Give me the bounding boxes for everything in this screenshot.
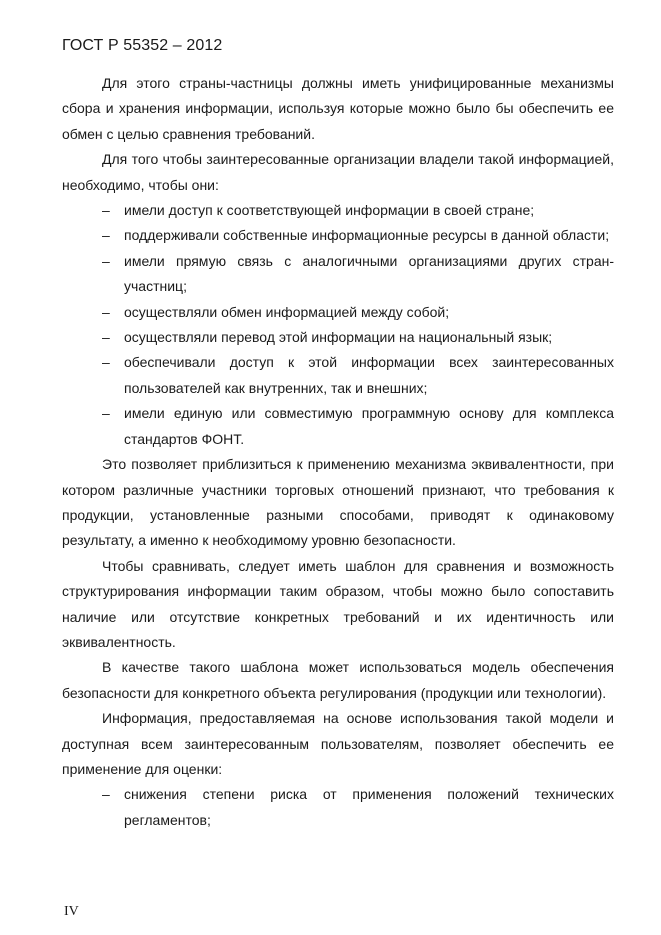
paragraph: В качестве такого шаблона может использоваться модель обеспечения безопасности для конкретного объекта регулирования (продукции или технологии). — [62, 659, 614, 701]
list-item — [62, 223, 614, 248]
list-item-text: имели прямую связь с аналогичными организациями других стран-участниц; — [124, 252, 614, 295]
list-item — [62, 198, 614, 223]
list-dash: – — [102, 329, 110, 346]
list-item — [62, 249, 614, 300]
list-dash: – — [102, 786, 110, 803]
list-dash: – — [102, 354, 110, 371]
list-item-text: снижения степени риска от применения положений технических регламентов; — [124, 786, 614, 828]
document-body — [62, 71, 614, 833]
list-item-text: имели единую или совместимую программную основу для комплекса стандартов ФОНТ. — [124, 405, 614, 447]
paragraph: Для этого страны-частницы должны иметь унифицированные механизмы сбора и хранения информации, используя которые можно было бы обеспечить ее обмен с целью сравнения требований. — [62, 75, 614, 142]
list-dash: – — [102, 202, 110, 219]
list-item-text: имели доступ к соответствующей информации в своей стране; — [124, 202, 535, 219]
document-header: ГОСТ Р 55352 – 2012 — [62, 37, 223, 54]
paragraph: Информация, предоставляемая на основе использования такой модели и доступная всем заинтересованным пользователям, позволяет обеспечить ее применение для оценки: — [62, 710, 614, 777]
list-dash: – — [102, 405, 110, 422]
paragraph: Для того чтобы заинтересованные организации владели такой информацией, необходимо, чтобы они: — [62, 151, 614, 193]
paragraph: Это позволяет приблизиться к применению механизма эквивалентности, при котором различные участники торговых отношений признают, что требования к продукции, установленные разными способами, приводят к одинаковому результату, а именно к необходимому уровню безопасности. — [62, 456, 614, 549]
list-item — [62, 401, 614, 452]
list-item-text: поддерживали собственные информационные ресурсы в данной области; — [124, 227, 610, 244]
list-item — [62, 300, 614, 325]
list-item-text: осуществляли обмен информацией между собой; — [124, 303, 450, 320]
page-number: IV — [64, 904, 79, 919]
list-item-text: обеспечивали доступ к этой информации всех заинтересованных пользователей как внутренних, так и внешних; — [124, 354, 614, 396]
list-item — [62, 350, 614, 401]
paragraph: Чтобы сравнивать, следует иметь шаблон для сравнения и возможность структурирования информации таким образом, чтобы можно было сопоставить наличие или отсутствие конкретных требований и их идентичность или эквивалентность. — [62, 557, 614, 650]
list-dash: – — [102, 252, 110, 269]
list-item — [62, 782, 614, 833]
list-item-text: осуществляли перевод этой информации на национальный язык; — [124, 329, 553, 346]
list-dash: – — [102, 227, 110, 244]
list-dash: – — [102, 303, 110, 320]
list-item — [62, 325, 614, 350]
